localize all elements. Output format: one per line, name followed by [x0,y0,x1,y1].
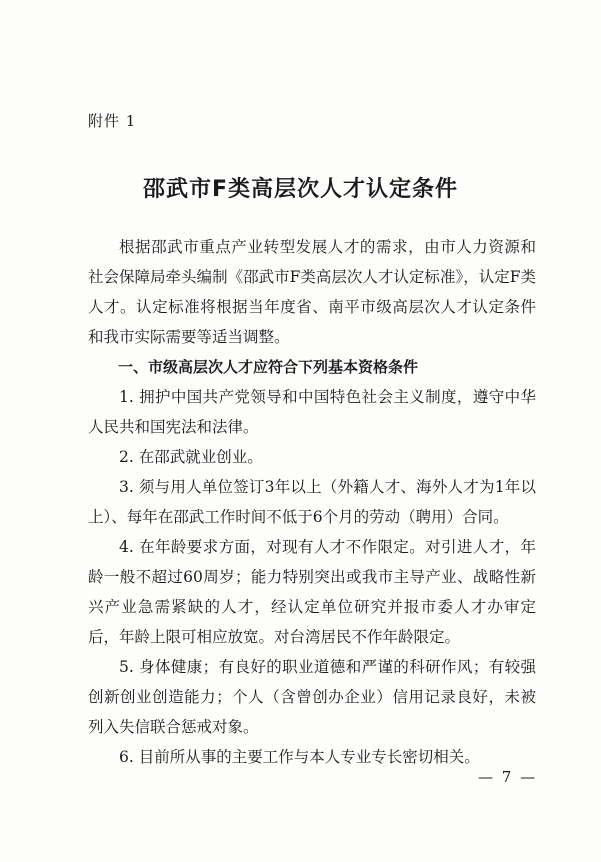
list-item: 3. 须与用人单位签订3年以上（外籍人才、海外人才为1年以上）、每年在邵武工作时间不低于6个月的劳动（聘用）合同。 [88,478,536,526]
section-heading: 一、市级高层次人才应符合下列基本资格条件 [118,358,419,376]
attachment-label: 附件 1 [88,112,137,130]
list-item: 2. 在邵武就业创业。 [119,448,263,466]
document-title: 邵武市F类高层次人才认定条件 [142,177,459,202]
list-item: 4. 在年龄要求方面，对现有人才不作限定。对引进人才，年龄一般不超过60周岁；能力特别突出或我市主导产业、战略性新兴产业急需紧缺的人才，经认定单位研究并报市委人才办审定后，年龄上限可相应放宽。对台湾居民不作年龄限定。 [88,538,536,646]
list-item: 1. 拥护中国共产党领导和中国特色社会主义制度，遵守中华人民共和国宪法和法律。 [88,388,536,436]
intro-paragraph: 根据邵武市重点产业转型发展人才的需求，由市人力资源和社会保障局牵头编制《邵武市F类高层次人才认定标准》，认定F类人才。认定标准将根据当年度省、南平市级高层次人才认定条件和我市实际需要等适当调整。 [88,238,536,346]
list-item: 5. 身体健康；有良好的职业道德和严谨的科研作风；有较强创新创业创造能力；个人（含曾创办企业）信用记录良好，未被列入失信联合惩戒对象。 [88,658,536,736]
document-body [88,232,536,772]
page-number: — 7 — [478,768,538,786]
list-item: 6. 目前所从事的主要工作与本人专业专长密切相关。 [119,748,480,766]
